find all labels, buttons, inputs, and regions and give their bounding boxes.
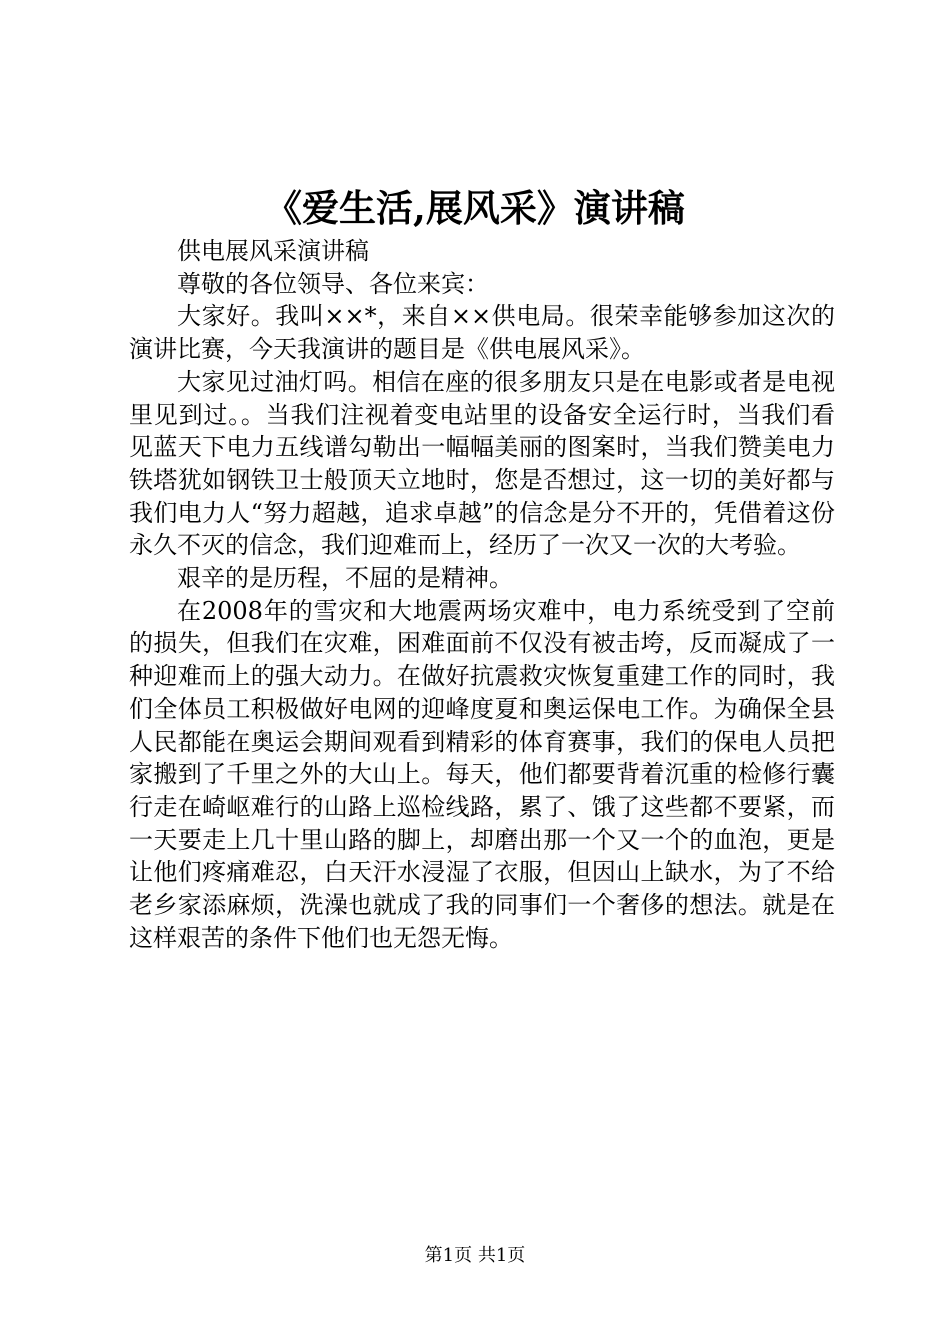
paragraph-salutation: 尊敬的各位领导、各位来宾：	[177, 269, 489, 298]
paragraph-spirit: 艰辛的是历程，不屈的是精神。	[177, 564, 513, 593]
paragraph-disaster: 在2008年的雪灾和大地震两场灾难中，电力系统受到了空前的损失，但我们在灾难，困难面前不仅没有被击垮，反而凝成了一种迎难而上的强大动力。在做好抗震救灾恢复重建工作的同时，我们全体员工积极做好电网的迎峰度夏和奥运保电工作。为确保全县人民都能在奥运会期间观看到精彩的体育赛事，我们的保电人员把家搬到了千里之外的大山上。每天，他们都要背着沉重的检修行囊行走在崎岖难行的山路上巡检线路，累了、饿了这些都不要紧，而一天要走上几十里山路的脚上，却磨出那一个又一个的血泡，更是让他们疼痛难忍，白天汗水浸湿了衣服，但因山上缺水，为了不给老乡家添麻烦，洗澡也就成了我的同事们一个奢侈的想法。就是在这样艰苦的条件下他们也无怨无悔。	[129, 596, 835, 952]
page-title: 《爱生活,展风采》演讲稿	[265, 186, 685, 230]
paragraph-oil-lamp: 大家见过油灯吗。相信在座的很多朋友只是在电影或者是电视里见到过。。当我们注视着变电站里的设备安全运行时，当我们看见蓝天下电力五线谱勾勒出一幅幅美丽的图案时，当我们赞美电力铁塔犹如钢铁卫士般顶天立地时，您是否想过，这一切的美好都与我们电力人“努力超越，追求卓越”的信念是分不开的，凭借着这份永久不灭的信念，我们迎难而上，经历了一次又一次的大考验。	[129, 367, 835, 560]
document-body	[129, 235, 835, 954]
paragraph-intro: 大家好。我叫××*，来自××供电局。很荣幸能够参加这次的演讲比赛，今天我演讲的题目是《供电展风采》。	[129, 302, 835, 364]
paragraph-subtitle: 供电展风采演讲稿	[177, 237, 369, 265]
page-footer: 第1页 共1页	[424, 1245, 526, 1266]
